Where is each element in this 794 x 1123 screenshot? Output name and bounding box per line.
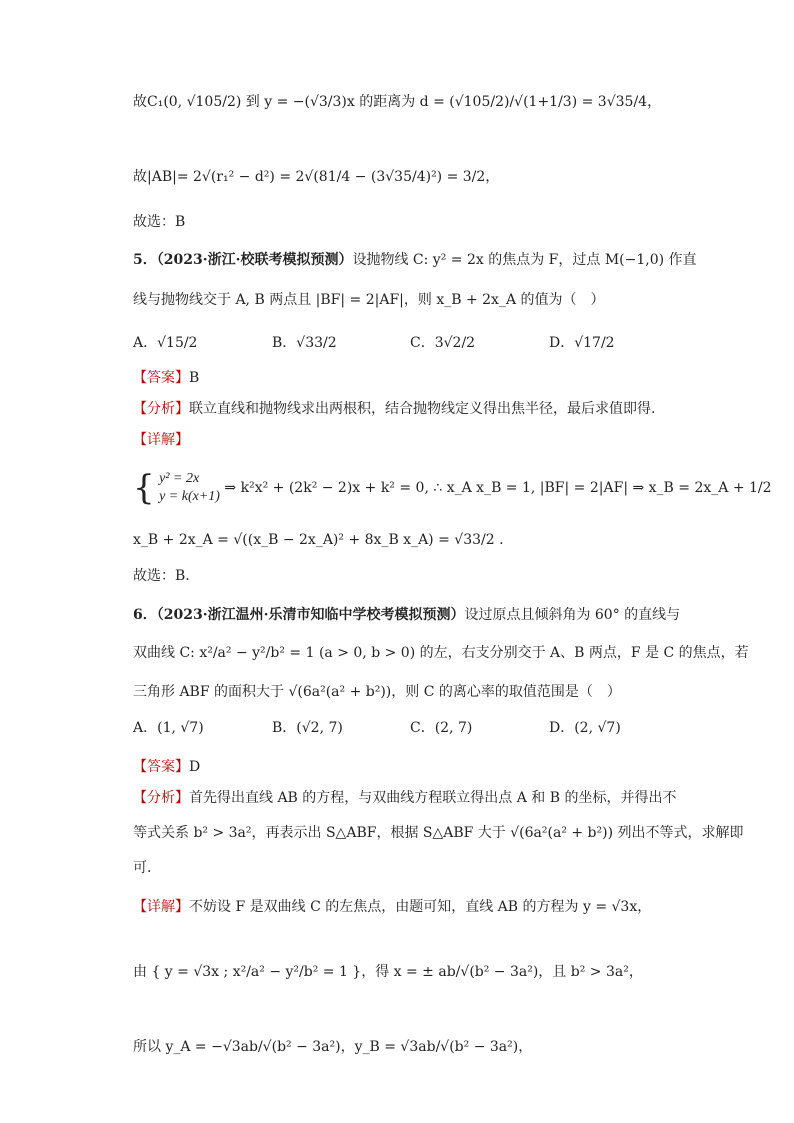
question-6-answer bbox=[133, 757, 200, 777]
question-6-option-b: B．(√2, 7) bbox=[272, 720, 343, 736]
answer-value: D bbox=[189, 759, 201, 775]
question-5-option-c: C．3√2/2 bbox=[410, 335, 476, 351]
question-5-calculation: x_B + 2x_A = √((x_B − 2x_A)² + 8x_B x_A) = √33/2 . bbox=[133, 532, 504, 548]
question-6-source: 6．（2023·浙江温州·乐清市知临中学校考模拟预测） bbox=[133, 607, 465, 623]
answer-value: B bbox=[189, 370, 200, 386]
question-6 bbox=[133, 605, 680, 625]
question-5-analysis bbox=[133, 399, 655, 419]
question-6-option-d: D．(2, √7) bbox=[549, 720, 621, 736]
question-6-text-a: 设过原点且倾斜角为 60° 的直线与 bbox=[464, 607, 681, 623]
question-5-text-b: 线与抛物线交于 A, B 两点且 |BF| = 2|AF|，则 x_B + 2x_A 的值为（ ） bbox=[133, 292, 605, 308]
question-5-system bbox=[133, 470, 772, 506]
answer-tag: 【答案】 bbox=[133, 759, 189, 775]
analysis-tag: 【分析】 bbox=[133, 790, 189, 806]
analysis-text: 首先得出直线 AB 的方程，与双曲线方程联立得出点 A 和 B 的坐标，并得出不 bbox=[189, 790, 677, 806]
question-6-option-c: C．(2, 7) bbox=[410, 720, 473, 736]
question-6-option-a: A．(1, √7) bbox=[133, 720, 204, 736]
system-eq-1: y² = 2x bbox=[159, 471, 200, 486]
detail-text: 不妨设 F 是双曲线 C 的左焦点，由题可知，直线 AB 的方程为 y = √3x， bbox=[189, 899, 652, 915]
solution-line-distance: 故C₁(0, √105/2) 到 y = −(√3/3)x 的距离为 d = (√105/2)/√(1+1/3) = 3√35/4， bbox=[133, 94, 662, 110]
question-5-source: 5．（2023·浙江·校联考模拟预测） bbox=[133, 252, 353, 268]
analysis-text: 联立直线和抛物线求出两根积，结合抛物线定义得出焦半径，最后求值即得. bbox=[189, 401, 656, 417]
detail-tag: 【详解】 bbox=[133, 432, 189, 448]
question-6-analysis-1 bbox=[133, 788, 677, 808]
question-6-detail bbox=[133, 897, 651, 917]
system-derivation: ⇒ k²x² + (2k² − 2)x + k² = 0, ∴ x_A x_B = 1, |BF| = 2|AF| ⇒ x_B = 2x_A + 1/2 bbox=[224, 480, 772, 496]
brace-icon: { bbox=[133, 468, 155, 508]
question-6-coordinates: 所以 y_A = −√3ab/√(b² − 3a²)，y_B = √3ab/√(b² − 3a²)， bbox=[133, 1039, 533, 1055]
question-6-analysis-2: 等式关系 b² > 3a²，再表示出 S△ABF，根据 S△ABF 大于 √(6a²(a² + b²)) 列出不等式，求解即 bbox=[133, 825, 744, 841]
question-5-option-d: D．√17/2 bbox=[549, 335, 615, 351]
question-6-text-c: 三角形 ABF 的面积大于 √(6a²(a² + b²))，则 C 的离心率的取值范围是（ ） bbox=[133, 684, 621, 700]
question-5-detail-tag bbox=[133, 430, 189, 450]
question-5-answer bbox=[133, 368, 199, 388]
solution-line-ab-length: 故|AB|= 2√(r₁² − d²) = 2√(81/4 − (3√35/4)²) = 3/2， bbox=[133, 169, 500, 185]
detail-tag: 【详解】 bbox=[133, 899, 189, 915]
question-5-option-b: B．√33/2 bbox=[272, 335, 337, 351]
question-5 bbox=[133, 250, 697, 270]
question-6-analysis-3: 可. bbox=[133, 860, 152, 876]
answer-tag: 【答案】 bbox=[133, 370, 189, 386]
question-5-text-a: 设抛物线 C: y² = 2x 的焦点为 F，过点 M(−1,0) 作直 bbox=[352, 252, 697, 268]
question-5-option-a: A．√15/2 bbox=[133, 335, 198, 351]
question-6-system: 由 { y = √3x ; x²/a² − y²/b² = 1 }，得 x = ± ab/√(b² − 3a²)，且 b² > 3a²， bbox=[133, 964, 643, 980]
system-eq-2: y = k(x+1) bbox=[159, 489, 220, 504]
question-6-text-b: 双曲线 C: x²/a² − y²/b² = 1 (a > 0, b > 0) 的左，右支分别交于 A、B 两点，F 是 C 的焦点，若 bbox=[133, 645, 749, 661]
analysis-tag: 【分析】 bbox=[133, 401, 189, 417]
question-5-choice: 故选：B. bbox=[133, 568, 190, 584]
choice-line: 故选：B bbox=[133, 214, 186, 230]
